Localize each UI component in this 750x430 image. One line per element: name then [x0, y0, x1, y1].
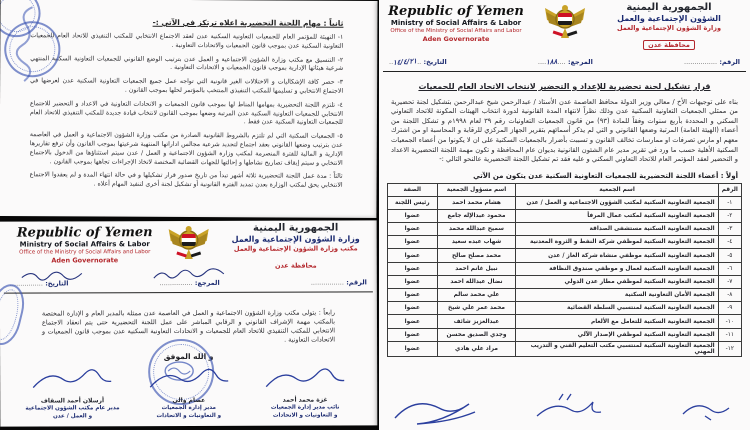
task-paragraphs — [30, 32, 344, 191]
members-table-header-cell: اسم مسؤول الجمعية — [437, 183, 516, 196]
member-person: محمد مصلح صالح — [437, 249, 516, 262]
member-number: ١١- — [718, 328, 741, 341]
task-paragraph: ١- التهيئة للمؤتمر العام للجمعيات التعاونية السكنية عدن لعقد الاجتماع الانتخابي للمكتب التنفيذي للاتحاد العام للجمعيات التعاونية السكنية عدن بموجب قانون الجمعيات والاتحادات التعاونية . — [30, 32, 344, 50]
office-title-en: Office of the Ministry of Social Affairs and Labor — [19, 249, 151, 256]
signer-title-line1: نائب مدير إدارة الجمعيات — [270, 404, 340, 411]
member-row — [388, 302, 742, 315]
member-association: الجمعية التعاونية السكنية لموظفي شركة النفط و الثروة المعدنية — [516, 236, 718, 249]
signer-title-line2: و العمل / عدن — [52, 413, 93, 420]
section-heading-second: ثانياً : مهام اللجنة التحضيرية اعلاه ترتكز في الآتي :- — [152, 17, 344, 28]
letterhead-arabic — [594, 2, 744, 51]
letterhead-english — [381, 4, 531, 43]
member-association: الجمعية التعاونية السكنية لموظفي مطار عدن الدولي — [516, 275, 718, 288]
member-role: رئيس اللجنة — [388, 196, 438, 209]
member-person: علي محمد سالم — [437, 289, 516, 302]
decree-body-paragraph: بناء على توجيهات الأخ / معالي وزير الدولة محافظ العاصمة عدن الأستاذ / عبدالرحمن شيخ عبدالرحمن بتشكيل لجنة تحضيرية من ممثلي الجمعيات التعاونية السكنية عدن وذلك نظراً لانتهاء المدة القانونية لدورة انتخاب الهيئات المكونة للاتحاد التعاوني السكني و المحددة بأربع سنوات وفقاً للمادة (٩٣) من قانون الجمعيات التعاونيات رقم ٣٩ لعام ١٩٩٨م و تشكل اللجنة من أعضاء (الهيئة العامة) المرتبة وضعها القانوني و التي لم يذكر أسمائهم بتقرير الجهاز المركزي للرقابة و المحاسبة او من اشترك معهم او مارس تصرفات او ممارسات تخالف القانون و تسببت بأضرار بالجمعيات السكنية على ان لا يكونوا من أعضاء الجمعيات السكنية الأهلية حسب ما ورد في تقرير مدير عام الشئون القانونية بديوان عام المحافظة و تكون مهمة اللجنة التحضيرية الاعداد و التحضير لعقد المؤتمر العام للاتحاد التعاوني السكني و عليه فقد تم تشكيل اللجنة التحضيرية عالنحو التالي :- — [391, 97, 738, 164]
reference-field: المرجع: ....١٨٨.... — [537, 57, 593, 67]
member-role: عضوا — [388, 315, 438, 328]
member-number: ٤- — [718, 236, 741, 249]
supervision-paragraph: رابعاً : يتولى مكتب وزارة الشؤون الاجتماعية و العمل في العاصمة عدن ممثلة بالمدير العام و الإدارة المختصة بالمكتب مهمة الإشراف القانوني و الرقابي المباشر على عمل اللجنة التحضيرية حتى يتم انعقاد الاجتماع الانتخابي للمكتب التنفيذي للاتحاد العام للجمعيات و الاتحادات التعاونية السكنية عدن بموجب قانون الجمعيات و الاتحادات التعاونية . — [41, 308, 336, 345]
member-row — [388, 196, 742, 209]
member-person: نضال عبدالله احمد — [437, 275, 516, 288]
members-table-body — [388, 196, 742, 356]
member-person: وجدي الصديق محسن — [437, 328, 516, 341]
signer-name: أرسلان أحمد السقاف — [40, 397, 105, 405]
task-paragraph: ٣- حصر كافة الإشكاليات و الاختلالات الغير قانونية التي تواجه عمل جميع الجمعيات التعاونية السكنية عدن لعرضها في الاجتماع الانتخابي و تسليمها للمكتب التنفيذي المنتخب بالمؤتمر لحلها بموجب القانون . — [30, 77, 344, 95]
task-paragraph: ٤- تلتزم اللجنة التحضيرية بمهامها المناط لها بموجب قانون الجمعيات و الاتحادات التعاونية في الاعداد و التحضير للاجتماع الانتخابي للجمعيات التعاونية السكنية عدن المرتبة وضعها بموجب القانون لانتخاب قيادة جديدة للمكتب التنفيذي للاتحاد العام للجمعيات التعاونية السكنية عدن فقط . — [29, 99, 344, 127]
signer-title-line2: و التعاونيات و الاتحادات — [272, 412, 338, 419]
ministry-title-en: Ministry of Social Affairs & Labor — [390, 19, 522, 27]
member-association: الجمعية التعاونية السكنية لمنتسبي مكتب التعليم الفني و التدريب المهني — [516, 341, 718, 356]
member-person: محمد عمر علي شيخ — [437, 302, 516, 315]
office-title-ar: مكتب وزارة الشؤون الإجتماعية والعمل — [233, 244, 358, 253]
signer-name: غزة محمد أحمد — [282, 396, 328, 404]
reference-field: المرجع: ................ — [159, 278, 220, 288]
letterhead — [0, 220, 377, 279]
governorate-ar: محافظة عدن — [643, 40, 695, 50]
signature-ink — [260, 366, 350, 392]
task-paragraph: ٢- التنسيق مع مكتب وزارة الشؤون الاجتماعية و العمل عدن بترتيب الوضع القانوني للجمعيات التعاونية السكنية المنتهي شرعية هيئاتها الإدارية بموجب قانون الجمعيات و الاتحادات التعاونية . — [30, 54, 344, 73]
member-person: شهاب عبده سعيد — [437, 236, 516, 249]
governorate-en: Aden Governorate — [51, 256, 119, 265]
office-title-en: Office of the Ministry of Social Affairs and Labor — [390, 28, 522, 34]
member-association: الجمعية التعاونية السكنية لموظفي الإصدار الآلي — [516, 328, 718, 341]
signature-block — [17, 367, 127, 420]
ministry-title-ar: وزارة الشؤون الإجتماعية والعمل — [231, 234, 360, 244]
republic-calligraphy-ar: الجمهورية اليمنية — [626, 2, 712, 13]
member-row — [388, 262, 742, 275]
yemen-eagle-emblem-icon — [543, 2, 587, 42]
member-role: عضوا — [388, 249, 438, 262]
member-row — [388, 236, 742, 249]
member-number: ١- — [718, 196, 741, 209]
ministry-title-short-ar: الشؤون الإجتماعية والعمل — [617, 14, 721, 23]
republic-title-en: Republic of Yemen — [388, 4, 524, 19]
governorate-ar: محافظة عدن — [274, 261, 317, 270]
member-number: ٦- — [718, 262, 741, 275]
signer-name: عصام والي — [172, 396, 206, 405]
signer-title-line1: مدير عام مكتب الشؤون الاجتماعية — [25, 405, 120, 412]
member-role: عضوا — [388, 223, 438, 236]
member-association: الجمعية التعاونية السكنية لعمال و موظفي صندوق النظافة — [516, 262, 718, 275]
member-person: مراد علي هادي — [437, 341, 516, 356]
members-table — [387, 183, 742, 357]
member-row — [388, 328, 742, 341]
member-role: عضوا — [388, 275, 438, 288]
member-row — [388, 289, 742, 302]
member-number: ٨- — [718, 289, 741, 302]
handwritten-date-value: ١٤/٤/٢١ — [392, 57, 418, 67]
document-page-decree — [379, 0, 750, 430]
member-association: الجمعية التعاونية السكنية موظفي منشاة شركة الغاز / عدن — [516, 249, 718, 262]
member-number: ١٠- — [718, 315, 741, 328]
member-association: الجمعية التعاونية السكنية مستشفى الصداقة — [516, 223, 718, 236]
member-person: محمود عبدالإله جامع — [437, 209, 516, 222]
decree-title: قرار تشكيل لجنة تحضيرية للإعداد و التحضير لانتخاب الاتحاد العام للجمعيات — [418, 82, 711, 91]
member-person: نبيل غانم احمد — [437, 262, 516, 275]
member-person: عبدالعزيز شائف — [437, 315, 516, 328]
members-table-header-cell: اسم الجمعية — [516, 183, 718, 196]
member-role: عضوا — [388, 236, 438, 249]
signature-block — [134, 367, 244, 420]
member-number: ٩- — [718, 302, 741, 315]
closing-blessing: و الله الموفق — [163, 352, 214, 362]
document-page-supervision — [0, 220, 377, 426]
members-table-header-cell: الصفة — [388, 183, 438, 196]
member-person: سميح عبدالله محمد — [437, 223, 516, 236]
member-row — [388, 341, 742, 356]
member-number: ٣- — [718, 223, 741, 236]
member-role: عضوا — [388, 328, 438, 341]
bottom-signatures-ink — [387, 390, 742, 428]
members-table-header-row — [388, 183, 742, 196]
republic-title-en: Republic of Yemen — [16, 225, 153, 241]
member-association: الجمعية الأمان التعاونية السكنية — [516, 289, 718, 302]
number-field: الرقم: ................ — [310, 278, 367, 287]
member-row — [388, 209, 742, 222]
member-person: هشام محمد احمد — [437, 196, 516, 209]
signer-title-line2: و التعاونيات و الاتحادات — [156, 412, 222, 420]
handwritten-reference-value: ١٨٨ — [545, 57, 558, 67]
date-field: التاريخ: ..١٤/٤/٢١.. — [389, 57, 447, 67]
member-role: عضوا — [388, 262, 438, 275]
member-association: الجمعية التعاونية السكنية لمنتسبي السلطة القضائية — [516, 302, 718, 315]
ministry-title-ar: وزارة الشؤون الإجتماعية والعمل — [616, 24, 722, 32]
signer-title-line1: مدير إدارة الجمعيات — [161, 404, 216, 412]
reference-fields-row — [383, 58, 746, 72]
member-number: ٢- — [718, 209, 741, 222]
signature-block — [250, 366, 360, 419]
document-page-tasks — [0, 0, 378, 218]
letterhead-arabic — [221, 222, 371, 272]
member-number: ١٢- — [718, 341, 741, 356]
date-field: التاريخ: ................ — [9, 279, 69, 288]
member-row — [388, 315, 742, 328]
task-paragraph: ثالثاً : مدة عمل اللجنة التحضيرية ثلاثة أشهر تبدأ من تاريخ صدور قرار تشكيلها و في حالة انتهاء المدة و لم يعقدوا الاجتماع الانتخابي يحق لمكتب الوزارة بعدن تمديد الفترة القانونية أو تشكيل لجنة أخرى لتنفيذ المهام أعلاه . — [29, 171, 343, 189]
member-role: عضوا — [388, 341, 438, 356]
reference-fields-row — [4, 278, 373, 293]
member-number: ٥- — [718, 249, 741, 262]
member-association: الجمعية التعاونية السكنية لمكتب الشؤون الاجتماعية و العمل / عدن — [516, 196, 718, 209]
yemen-eagle-emblem-icon — [166, 223, 210, 263]
members-section-heading: أولاً : أعضاء اللجنة التحضيرية للجمعيات التعاونية السكنية عدن يتكون من الآتي — [473, 171, 738, 180]
signature-ink — [144, 367, 234, 393]
governorate-en: Aden Governorate — [422, 35, 490, 43]
republic-calligraphy-ar: الجمهورية اليمنية — [253, 222, 339, 234]
member-role: عضوا — [388, 289, 438, 302]
member-role: عضوا — [388, 209, 438, 222]
member-role: عضوا — [388, 302, 438, 315]
members-table-header-cell: الرقم — [718, 183, 741, 196]
task-paragraph: ٥- الجمعيات السكنية التي لم تلتزم بالشروط القانونية الصادرة من مكتب وزارة الشؤون الاجتماعية و العمل في العاصمة عدن بترتيب وضعها القانوني بعقد اجتماع لتجديد شرعية مجالس اداراتها المنتهية شرعيتها بموجب القانون وأن ترفع تقاريرها الإدارية و المالية للفترة المنصرمة لمكتب وزارة الشؤون الاجتماعية و العمل / عدن سيتم استثناؤها من الدخول بالاجتماع الانتخابي و سيتم إيقاف تصاريح نشاطها و إحالتها للجهات القضائية المختصة لاتخاذ الإجراءات تجاهها بموجب القانون . — [29, 131, 343, 167]
member-association: الجمعية التعاونية السكنية للتعامل مع الألغام — [516, 315, 718, 328]
member-row — [388, 249, 742, 262]
letterhead-english — [10, 225, 160, 265]
member-number: ٧- — [718, 275, 741, 288]
signature-ink — [27, 367, 117, 393]
member-row — [388, 275, 742, 288]
number-field: الرقم: ................ — [684, 58, 740, 66]
ministry-title-en: Ministry of Social Affairs & Labor — [19, 240, 150, 249]
signature-row — [0, 366, 377, 420]
member-row — [388, 223, 742, 236]
member-association: الجمعية التعاونية السكنية لمكتب عمال المرفأ — [516, 209, 718, 222]
letterhead — [379, 0, 750, 58]
